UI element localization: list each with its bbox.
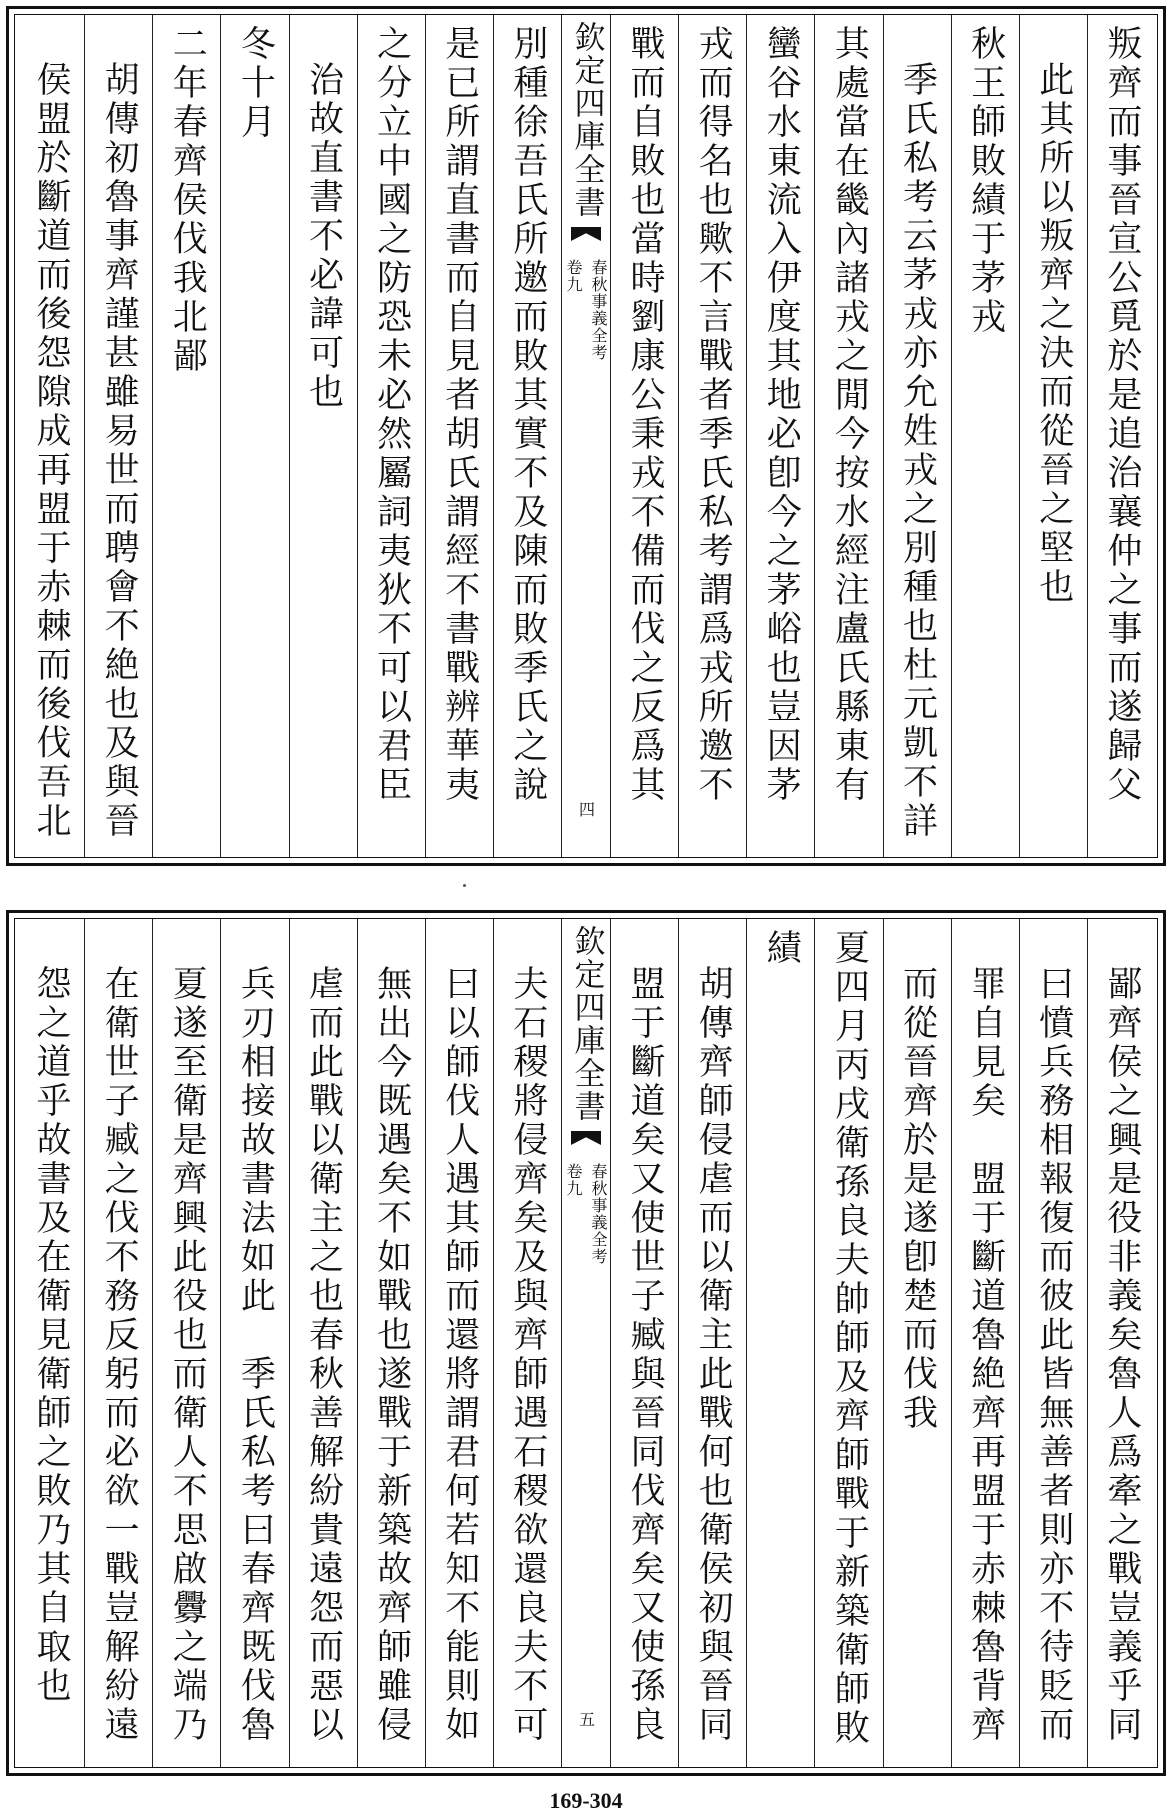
text-column: 別種徐吾氏所邀而敗其實不及陳而敗季氏之說 <box>493 15 561 857</box>
text-column: 戎而得名也歟不言戰者季氏私考謂爲戎所邀不 <box>678 15 746 857</box>
text-column: 在衛世子臧之伐不務反躬而必欲一戰豈解紛遠 <box>84 919 152 1767</box>
center-fold <box>561 15 610 857</box>
text-column: 夏四月丙戌衛孫良夫帥師及齊師戰于新築衛師敗 <box>814 919 882 1767</box>
text-column: 而從晉齊於是遂卽楚而伐我 <box>883 919 951 1767</box>
fish-tail-mark-icon <box>571 1131 601 1145</box>
text-column: 冬十月 <box>220 15 288 857</box>
text-column: 蠻谷水東流入伊度其地必卽今之茅峪也豈因茅 <box>746 15 814 857</box>
text-column: 是已所謂直書而自見者胡氏謂經不書戰辨華夷 <box>425 15 493 857</box>
text-column: 二年春齊侯伐我北鄙 <box>152 15 220 857</box>
leaf-number: 四 <box>576 801 596 817</box>
text-column: 胡傳初魯事齊謹甚雖易世而聘會不絶也及與晉 <box>84 15 152 857</box>
text-column: 季氏私考云茅戎亦允姓戎之別種也杜元凱不詳 <box>883 15 951 857</box>
fish-tail-mark-icon <box>571 227 601 241</box>
text-column: 罪自見矣 盟于斷道魯絶齊再盟于赤棘魯背齊 <box>951 919 1019 1767</box>
text-column: 侯盟於斷道而後怨隙成再盟于赤棘而後伐吾北 <box>30 61 71 841</box>
volume-label: 卷九 <box>564 1163 583 1197</box>
text-column: 胡傳齊師侵虐而以衛主此戰何也衛侯初與晉同 <box>678 919 746 1767</box>
text-column: 無出今既遇矣不如戰也遂戰于新築故齊師雖侵 <box>357 919 425 1767</box>
text-column: 怨之道乎故書及在衛見衛師之敗乃其自取也 <box>30 965 71 1706</box>
top-page <box>6 6 1166 866</box>
text-column: 治故直書不必諱可也 <box>289 15 357 857</box>
text-column: 夫石稷將侵齊矣及與齊師遇石稷欲還良夫不可 <box>493 919 561 1767</box>
text-column: 績 <box>746 919 814 1767</box>
work-title: 春秋事義全考 <box>589 259 608 361</box>
leaf-number: 五 <box>576 1711 596 1727</box>
page-reference: 169-304 <box>549 1788 623 1813</box>
scan-speck <box>463 884 466 887</box>
bottom-page <box>6 910 1166 1776</box>
bottom-columns <box>17 919 1155 1767</box>
text-column: 曰憤兵務相報復而彼此皆無善者則亦不待貶而 <box>1019 919 1087 1767</box>
text-column: 虐而此戰以衛主之也春秋善解紛貴遠怨而惡以 <box>289 919 357 1767</box>
volume-label: 卷九 <box>564 259 583 293</box>
text-column: 叛齊而事晉宣公覓於是追治襄仲之事而遂歸父 <box>1087 15 1155 857</box>
text-column: 其處當在畿內諸戎之閒今按水經注盧氏縣東有 <box>814 15 882 857</box>
top-columns <box>17 15 1155 857</box>
center-fold <box>561 919 610 1767</box>
text-column: 戰而自敗也當時劉康公秉戎不備而伐之反爲其 <box>610 15 678 857</box>
text-column: 鄙齊侯之興是役非義矣魯人爲牽之戰豈義乎同 <box>1087 919 1155 1767</box>
text-column: 此其所以叛齊之決而從晉之堅也 <box>1019 15 1087 857</box>
text-column: 秋王師敗績于茅戎 <box>951 15 1019 857</box>
text-column: 曰以師伐人遇其師而還將謂君何若知不能則如 <box>425 919 493 1767</box>
text-column: 之分立中國之防恐未必然屬詞夷狄不可以君臣 <box>357 15 425 857</box>
work-title: 春秋事義全考 <box>589 1163 608 1265</box>
text-column: 兵刃相接故書法如此 季氏私考曰春齊既伐魯 <box>220 919 288 1767</box>
book-title: 欽定四庫全書 <box>568 21 605 219</box>
text-column: 夏遂至衛是齊興此役也而衛人不思啟釁之端乃 <box>152 919 220 1767</box>
text-column: 盟于斷道矣又使世子臧與晉同伐齊矣又使孫良 <box>610 919 678 1767</box>
book-title: 欽定四庫全書 <box>568 925 605 1123</box>
